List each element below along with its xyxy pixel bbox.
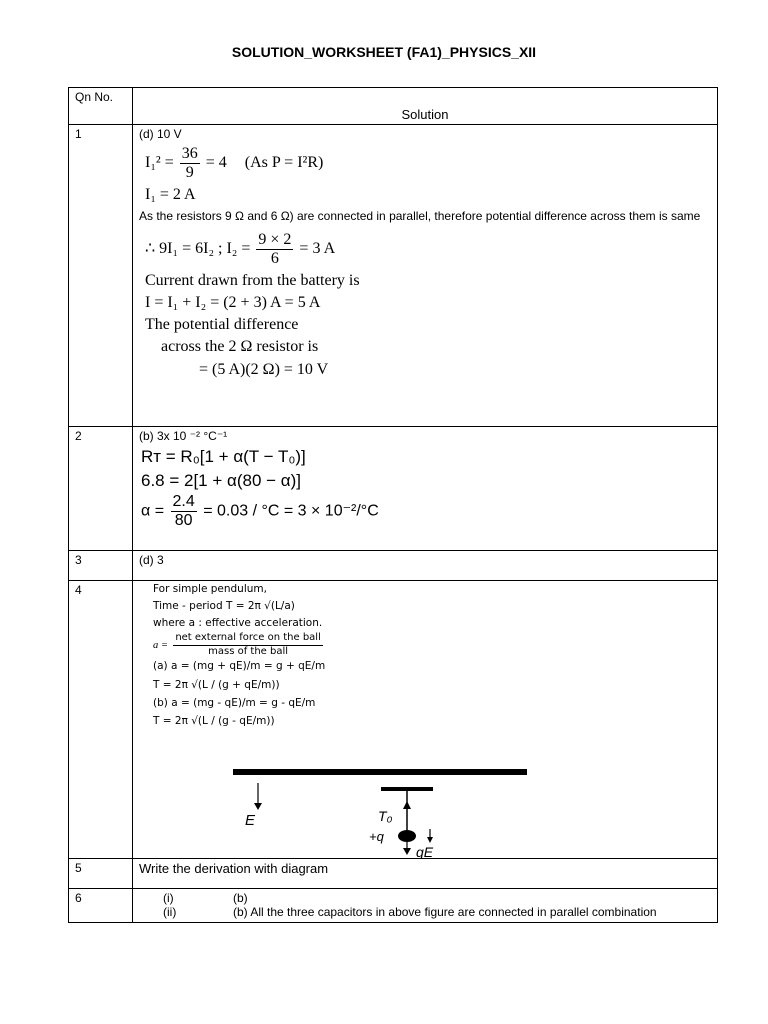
q1-line1: Current drawn from the battery is (145, 271, 360, 289)
q6-i-answer: (b) (233, 891, 248, 905)
q4-a-fraction (173, 632, 323, 658)
q2-eq3-den: 80 (174, 512, 193, 529)
q4-weight-arrow-head (427, 837, 433, 843)
q4-line3: where a : effective acceleration. (153, 617, 323, 630)
q1-eq1-num: 36 (181, 145, 198, 162)
header-row (69, 88, 718, 125)
q1-eq1-lhs: I₁² = (145, 154, 174, 172)
q1-eq1-den: 9 (185, 164, 194, 181)
q1-line5: = (5 A)(2 Ω) = 10 V (199, 360, 329, 378)
q1-eq2: I₁ = 2 A (145, 186, 196, 203)
q1-row (69, 125, 718, 427)
q4-part-b: (b) a = (mg - qE)/m = g - qE/m (153, 696, 316, 709)
q4-a-num: net external force on the ball (173, 632, 323, 646)
q4-pendulum-diagram (133, 769, 653, 859)
q1-solution (133, 125, 718, 427)
q6-part-i (139, 891, 711, 905)
q4-number: 4 (69, 581, 133, 859)
solution-table (68, 87, 718, 923)
q4-label-t0: T₀ (378, 808, 393, 824)
q5-answer: Write the derivation with diagram (133, 859, 718, 889)
q1-eq1-rhs: = 4 (205, 154, 227, 172)
q4-qe-arrow-head (403, 848, 411, 855)
q1-eq3-num: 9 × 2 (258, 230, 292, 248)
q1-number: 1 (69, 125, 133, 427)
q6-number: 6 (69, 889, 133, 923)
q4-ball (398, 830, 416, 842)
q4-row (69, 581, 718, 859)
q2-eq1: Rᴛ = R₀[1 + α(T − T₀)] (141, 447, 306, 466)
q4-label-qe: qE (416, 844, 434, 859)
q2-number: 2 (69, 427, 133, 551)
q4-field-arrow-head (254, 803, 262, 810)
q6-part-ii (139, 905, 711, 919)
q5-number: 5 (69, 859, 133, 889)
q1-eq1 (145, 145, 711, 182)
q2-row (69, 427, 718, 551)
q4-label-q: +q (369, 829, 384, 844)
q4-text-block (153, 583, 711, 728)
q2-answer: (b) 3x 10 ⁻² °C⁻¹ (139, 429, 228, 443)
q1-line4: across the 2 Ω resistor is (161, 337, 319, 355)
q2-eq3-lhs: α = (141, 502, 165, 520)
q4-a-definition: a = $\frac{\text{net external force on the ball}}{\text{mass of the ball}}$ (153, 632, 321, 657)
q1-eq3-fraction (256, 231, 293, 268)
q4-t-a: T = 2π √(L / (g + qE/m)) (153, 678, 280, 691)
q2-eq2: 6.8 = 2[1 + α(80 − α)] (141, 471, 301, 490)
q4-part-a: (a) a = (mg + qE)/m = g + qE/m (153, 660, 326, 673)
q4-a-den: mass of the ball (208, 645, 289, 657)
q2-eq3-num: 2.4 (172, 493, 195, 510)
q1-eq3 (145, 231, 711, 268)
header-qn-no: Qn No. (69, 88, 133, 125)
q4-line1: For simple pendulum, (153, 583, 267, 595)
q3-answer: (d) 3 (133, 551, 718, 581)
q5-row (69, 859, 718, 889)
q3-row (69, 551, 718, 581)
q2-eq3-rhs: = 0.03 / °C = 3 × 10⁻²/°C (203, 502, 379, 520)
q4-solution (133, 581, 718, 859)
q4-ceiling-bar (233, 769, 527, 775)
q6-i-label: (i) (163, 891, 174, 905)
header-solution: Solution (133, 88, 718, 125)
page-title: SOLUTION_WORKSHEET (FA1)_PHYSICS_XII (231, 44, 537, 60)
q4-label-e: E (245, 812, 256, 829)
q6-row (69, 889, 718, 923)
q2-eq3 (141, 493, 711, 530)
q1-eq3-rhs: = 3 A (299, 239, 336, 257)
q1-eq3-den: 6 (270, 249, 279, 267)
q1-line2: I = I₁ + I₂ = (2 + 3) A = 5 A (145, 293, 321, 311)
q4-line2: Time - period T = 2π √(L/a) (153, 600, 295, 613)
q6-ii-answer: (b) All the three capacitors in above figure are connected in parallel combination (233, 905, 657, 919)
q6-solution (133, 889, 718, 923)
q1-eq3-lhs: ∴ 9I₁ = 6I₂ ; I₂ = (145, 239, 251, 257)
q6-ii-label: (ii) (163, 905, 177, 919)
q1-eq1-fraction (180, 145, 200, 182)
q1-answer: (d) 10 V (139, 127, 182, 141)
q2-solution (133, 427, 718, 551)
q4-tension-arrow-head (403, 801, 411, 809)
q3-number: 3 (69, 551, 133, 581)
q4-t-b: T = 2π √(L / (g - qE/m)) (153, 714, 275, 727)
q1-text: As the resistors 9 Ω and 6 Ω) are connected in parallel, therefore potential difference across them is same (139, 209, 701, 223)
q1-eq1-note: (As P = I²R) (244, 154, 324, 172)
q2-eq3-fraction (171, 493, 197, 530)
q1-line3: The potential difference (145, 315, 299, 333)
q4-support (381, 787, 433, 791)
